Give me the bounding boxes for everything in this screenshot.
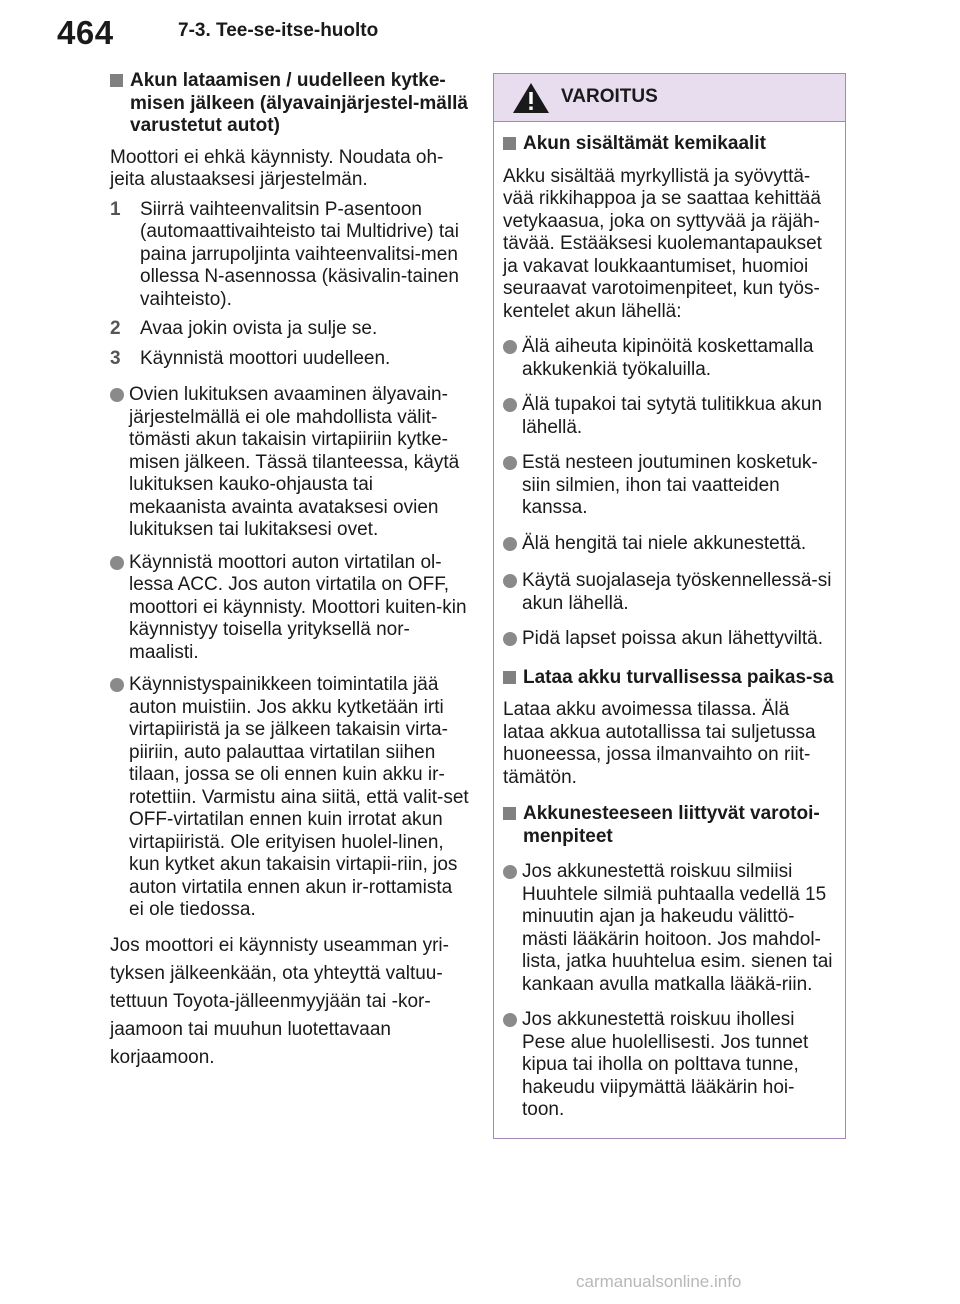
warning-section-text: Akku sisältää myrkyllistä ja syövyttä-vää rikkihappoa ja se saattaa kehittää vetykaasua, joka on syttyvää ja räjäh-tävää. Estääksesi kuolemantapaukset ja vakavat loukkaantumiset, huomioi seuraavat varotoimenpiteet, kun työs-kentelet akun lähellä: (503, 165, 822, 322)
circle-bullet-icon (503, 1009, 522, 1122)
circle-bullet-icon (503, 861, 522, 996)
warning-section-heading: Akun sisältämät kemikaalit (503, 133, 835, 157)
circle-bullet-icon (503, 336, 522, 381)
step-item: 3 Käynnistä moottori uudelleen. (110, 347, 391, 369)
square-bullet-icon (503, 667, 523, 691)
list-item: Älä aiheuta kipinöitä koskettamalla akkukenkiä työkaluilla. (503, 336, 835, 381)
warning-section-heading: Lataa akku turvallisessa paikas-sa (503, 667, 835, 691)
list-item: Pidä lapset poissa akun lähettyviltä. (503, 628, 835, 653)
list-item: Käytä suojalaseja työskennellessä-si akun lähellä. (503, 570, 835, 615)
step-item: 1 Siirrä vaihteenvalitsin P-asentoon (automaattivaihteisto tai Multidrive) tai paina jarrupoljinta vaihteenvalitsi-men ollessa N-asennossa (käsivalin-tainen vaihteisto). (110, 198, 459, 310)
warning-box (493, 73, 846, 1139)
left-column (110, 70, 470, 1072)
list-item: Ovien lukituksen avaaminen älyavain-järjestelmällä ei ole mahdollista välit-tömästi akun takaisin virtapiiriin kytke-misen jälkeen. Tässä tilanteessa, käytä lukituksen kauko-ohjausta tai mekaanista avainta avataksesi ovien lukituksen tai lukitaksesi ovet. (110, 384, 470, 542)
circle-bullet-icon (503, 628, 522, 653)
square-bullet-icon (503, 803, 523, 848)
warning-body (494, 133, 845, 1122)
step-item: 2 Avaa jokin ovista ja sulje se. (110, 318, 378, 339)
circle-bullet-icon (110, 552, 129, 665)
list-item: Älä tupakoi tai sytytä tulitikkua akun lähellä. (503, 394, 835, 439)
page-number: 464 (57, 14, 114, 51)
watermark: carmanualsonline.info (576, 1272, 742, 1291)
circle-bullet-icon (110, 384, 129, 542)
list-item: Älä hengitä tai niele akkunestettä. (503, 533, 835, 558)
left-intro: Moottori ei ehkä käynnisty. Noudata oh-jeita alustaaksesi järjestelmän. (110, 146, 444, 190)
page-header (0, 0, 960, 70)
square-bullet-icon (503, 133, 523, 157)
left-heading: Akun lataamisen / uudelleen kytke-misen jälkeen (älyavainjärjestel-mällä varustetut autot) (110, 70, 470, 138)
circle-bullet-icon (503, 570, 522, 615)
list-item: Jos akkunestettä roiskuu ihollesi Pese alue huolellisesti. Jos tunnet kipua tai iholla on polttava tunne, hakeudu viipymättä lääkärin hoi-toon. (503, 1009, 835, 1122)
circle-bullet-icon (503, 533, 522, 558)
list-item: Käynnistyspainikkeen toimintatila jää auton muistiin. Jos akku kytketään irti virtapiiristä ja se jälkeen takaisin virta-piiriin, auto palauttaa virtatilan siihen tilaan, jossa se oli ennen kuin akku ir-rotettiin. Varmistu aina siitä, että valit-set OFF-virtatilan ennen kuin irrotat akun virtapiiristä. Ole erityisen huolel-linen, kun kytket akun takaisin virtapii-riin, jos auton virtatila ennen akun ir-rottamista ei ole tiedossa. (110, 674, 470, 922)
circle-bullet-icon (503, 452, 522, 520)
circle-bullet-icon (110, 674, 129, 922)
warning-section-text: Lataa akku avoimessa tilassa. Älä lataa akkua autotallissa tai suljetussa huoneessa, jossa ilmanvaihto on riit-tämätön. (503, 699, 816, 788)
list-item: Jos akkunestettä roiskuu silmiisi Huuhtele silmiä puhtaalla vedellä 15 minuutin ajan ja hakeudu välittö-mästi lääkärin hoitoon. Jos mahdol-lista, jatka huuhtelua esim. sienen tai kankaan avulla matkalla lääkä-riin. (503, 861, 835, 996)
left-closing: Jos moottori ei käynnisty useamman yri-tyksen jälkeenkään, ota yhteyttä valtuu-tettuun Toyota-jälleenmyyjään tai -kor-jaamoon tai muuhun luotettavaan korjaamoon. (110, 934, 449, 1068)
list-item: Käynnistä moottori auton virtatilan ol-lessa ACC. Jos auton virtatila on OFF, moottori ei käynnisty. Moottori kuiten-kin käynnistyy toisella yrityksellä nor-maalisti. (110, 552, 470, 665)
warning-triangle-icon (512, 82, 550, 119)
warning-section-heading: Akkunesteeseen liittyvät varotoi-menpiteet (503, 803, 835, 848)
warning-title: VAROITUS (561, 86, 658, 107)
square-bullet-icon (110, 70, 130, 138)
warning-header (494, 74, 845, 122)
list-item: Estä nesteen joutuminen kosketuk-siin silmien, ihon tai vaatteiden kanssa. (503, 452, 835, 520)
circle-bullet-icon (503, 394, 522, 439)
section-title: 7-3. Tee-se-itse-huolto (178, 20, 379, 41)
